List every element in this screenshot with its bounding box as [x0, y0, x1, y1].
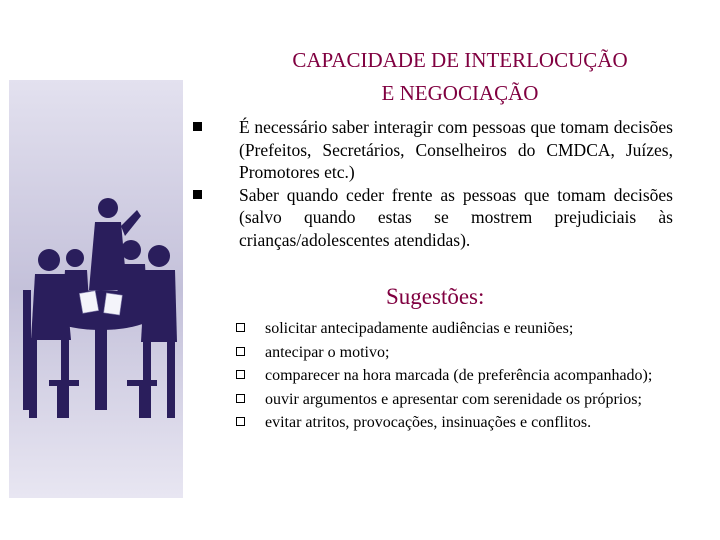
bullet-item [193, 184, 673, 252]
suggestions-list [236, 320, 674, 438]
bullet-text: Saber quando ceder frente as pessoas que tomam decisões (salvo quando estas se mostrem prejudiciais às crianças/adolescentes atendidas). [239, 184, 673, 250]
meeting-illustration [9, 80, 183, 498]
hollow-square-icon [236, 370, 245, 379]
suggestion-item [236, 414, 674, 432]
hollow-square-icon [236, 394, 245, 403]
suggestion-text: antecipar o motivo; [265, 343, 390, 361]
suggestion-text: comparecer na hora marcada (de preferência acompanhado); [265, 367, 653, 384]
suggestion-item [236, 320, 674, 338]
bullet-item [193, 116, 673, 184]
suggestion-item [236, 344, 674, 362]
suggestion-text: evitar atritos, provocações, insinuações e conflitos. [265, 414, 592, 431]
hollow-square-icon [236, 323, 245, 332]
suggestion-item [236, 391, 674, 409]
filled-square-icon [193, 122, 202, 131]
title-line-2: E NEGOCIAÇÃO [381, 81, 539, 105]
filled-square-icon [193, 190, 202, 199]
suggestion-item [236, 367, 674, 385]
suggestion-text: ouvir argumentos e apresentar com serenidade os próprios; [265, 390, 642, 408]
suggestion-text: solicitar antecipadamente audiências e reuniões; [265, 320, 574, 337]
suggestions-title: Sugestões: [386, 284, 485, 309]
title-line-1: CAPACIDADE DE INTERLOCUÇÃO [292, 48, 628, 72]
main-bullet-list [193, 116, 673, 251]
bullet-text: É necessário saber interagir com pessoas que tomam decisões (Prefeitos, Secretários, Conselheiros do CMDCA, Juízes, Promotores etc.) [239, 117, 673, 182]
hollow-square-icon [236, 347, 245, 356]
hollow-square-icon [236, 417, 245, 426]
slide-title [205, 44, 715, 110]
